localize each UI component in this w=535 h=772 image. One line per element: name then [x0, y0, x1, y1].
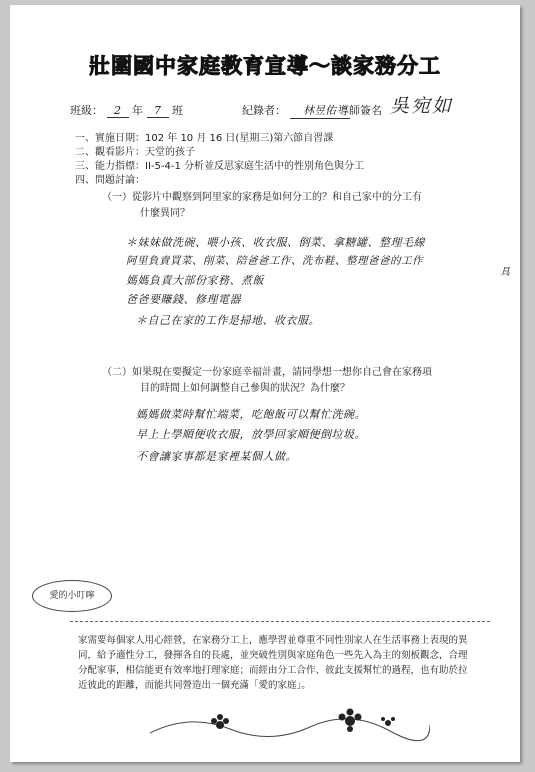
grade-unit: 年: [132, 104, 143, 117]
question-1-line-2: 什麼異同？: [140, 208, 190, 219]
worksheet-page: [10, 5, 520, 762]
answer-1-line-1: ＊妹妹做洗碗、喂小孩、收衣服、倒菜、拿糖罐、整理毛線: [126, 236, 425, 249]
answer-2-line-2: 早上上學順便收衣服，放學回家順便倒垃圾。: [136, 428, 366, 441]
flower-decoration-icon: [150, 705, 430, 745]
page-title: 壯圍國中家庭教育宣導～談家務分工: [89, 53, 441, 78]
answer-1-overflow: 具: [500, 267, 511, 278]
mentor-signature: 吳宛如: [390, 95, 454, 117]
answer-1-line-3: 媽媽負責大部份家務、煮飯: [126, 274, 264, 287]
question-1-line-1: （一）從影片中觀察到阿里家的家務是如何分工的？和自己家中的分工有: [102, 192, 422, 203]
info-date: 一、實施日期：102 年 10 月 16 日(星期三)第六節自習課: [75, 133, 334, 144]
recorder-field: [242, 102, 350, 119]
answer-1-line-5: ＊自己在家的工作是掃地、收衣服。: [136, 314, 320, 327]
info-discussion: 四、問題討論：: [75, 175, 145, 186]
question-2-line-2: 目的時間上如何調整自己參與的狀況？為什麼？: [140, 383, 350, 394]
tip-heading: 愛的小叮嚀: [49, 591, 95, 601]
info-film: 二、觀看影片：天堂的孩子: [75, 147, 195, 158]
class-unit: 班: [172, 104, 183, 117]
class-number-value: 7: [147, 104, 169, 118]
answer-2-line-3: 不會讓家事都是家裡某個人做。: [136, 450, 297, 463]
class-label: 班級：: [70, 104, 103, 117]
grade-value: 2: [107, 104, 129, 118]
mentor-label: 導師簽名: [338, 104, 382, 117]
class-field: [70, 102, 183, 118]
answer-2-line-1: 媽媽做菜時幫忙端菜，吃飽飯可以幫忙洗碗。: [136, 408, 366, 421]
recorder-label: 紀錄者：: [242, 104, 286, 117]
info-indicator: 三、能力指標：II-5-4-1 分析並反思家庭生活中的性別角色與分工: [75, 161, 364, 172]
tip-heading-bubble: [32, 580, 112, 612]
tip-body: 家需要每個家人用心經營，在家務分工上，應學習並尊重不同性別家人在生活事務上表現的異同，給予適性分工，發揮各自的長處，並突破性別與家庭角色一些先入為主的刻板觀念，合理分配家事，相信能更有效率地打理家庭；而經由分工合作、彼此支援幫忙的過程，也有助於拉近彼此的距離，而能共同營造出一個充滿「愛的家庭」。: [78, 635, 468, 691]
answer-1-line-2: 阿里負責買菜、削菜、陪爸爸工作、洗布鞋、整理爸爸的工作: [126, 255, 423, 267]
answer-1-line-4: 爸爸要賺錢、修理電器: [126, 293, 241, 306]
question-2-line-1: （二）如果現在要擬定一份家庭幸福計畫，請同學想一想你自己會在家務項: [102, 367, 432, 378]
recorder-value: 林昱佑: [290, 102, 350, 119]
tip-divider: [70, 621, 490, 623]
